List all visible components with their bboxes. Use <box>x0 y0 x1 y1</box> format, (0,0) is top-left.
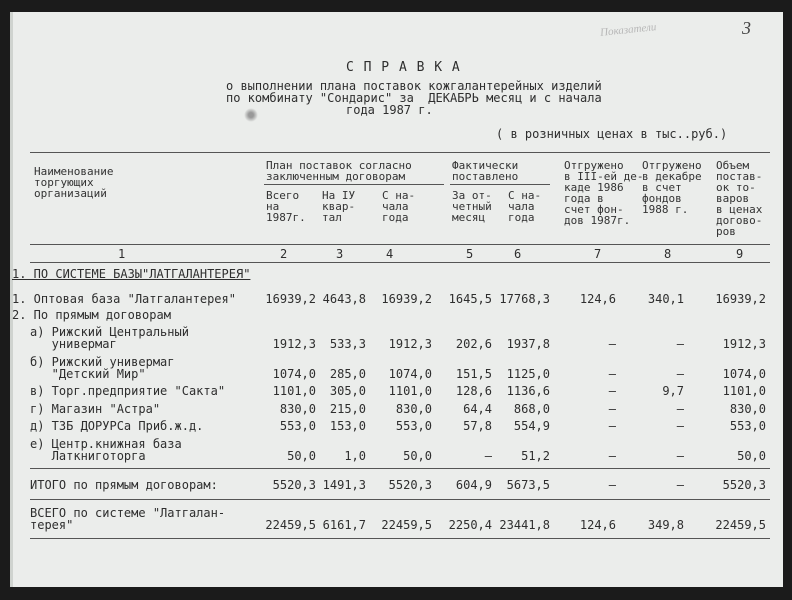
table-bottom-rule <box>30 538 770 539</box>
cell-fact-month: 64,4 <box>463 402 492 416</box>
section-title: 1. ПО СИСТЕМЕ БАЗЫ"ЛАТГАЛАНТЕРЕЯ" <box>12 267 251 281</box>
price-note: ( в розничных ценах в тыс..руб.) <box>496 127 728 141</box>
cell-fact-ytd: 868,0 <box>513 402 550 416</box>
cell-fact-month: 151,5 <box>455 367 492 381</box>
cell-plan-total: 5520,3 <box>272 478 316 492</box>
cell-plan-ytd: 1074,0 <box>388 367 432 381</box>
faded-stamp: Показатели <box>599 21 657 39</box>
cell-shipped-dec: – <box>676 337 684 351</box>
colnum-rule <box>30 262 770 263</box>
header-plan-ytd: С на- чала года <box>382 189 416 224</box>
header-org: Наименование торгующих организаций <box>34 165 114 200</box>
cell-fact-ytd: 5673,5 <box>506 478 550 492</box>
cell-plan-ytd: 50,0 <box>403 449 432 463</box>
row-name: 1. Оптовая база "Латгалантерея" <box>12 292 236 306</box>
header-plan-q4: На IУ квар- тал <box>322 189 356 224</box>
colnum-1: 1 <box>118 247 126 261</box>
cell-volume: 16939,2 <box>715 292 766 306</box>
cell-plan-total: 16939,2 <box>265 292 316 306</box>
cell-shipped-dec3: 124,6 <box>579 292 616 306</box>
subtitle-line-3: года 1987 г. <box>346 103 433 117</box>
cell-plan-total: 553,0 <box>279 419 316 433</box>
cell-shipped-dec3: – <box>608 402 616 416</box>
header-shipped-dec3: Отгружено в III-ей де- каде 1986 года в счет фон- дов 1987г. <box>564 159 644 227</box>
cell-shipped-dec: 9,7 <box>662 384 684 398</box>
colnum-2: 2 <box>280 247 288 261</box>
cell-fact-ytd: 17768,3 <box>499 292 550 306</box>
cell-fact-month: 202,6 <box>455 337 492 351</box>
cell-shipped-dec3: – <box>608 478 616 492</box>
cell-fact-month: 604,9 <box>455 478 492 492</box>
cell-shipped-dec: – <box>676 478 684 492</box>
colnum-4: 4 <box>386 247 394 261</box>
cell-shipped-dec3: – <box>608 419 616 433</box>
colnum-3: 3 <box>336 247 344 261</box>
cell-shipped-dec: – <box>676 367 684 381</box>
cell-volume: 1912,3 <box>722 337 766 351</box>
cell-shipped-dec: – <box>676 402 684 416</box>
row-name: е) Центр.книжная база Латкниготорга <box>30 437 182 463</box>
cell-plan-total: 1101,0 <box>272 384 316 398</box>
row-name: г) Магазин "Астра" <box>30 402 161 416</box>
cell-shipped-dec3: – <box>608 337 616 351</box>
cell-plan-total: 22459,5 <box>265 518 316 532</box>
cell-fact-ytd: 1136,6 <box>506 384 550 398</box>
cell-plan-total: 1074,0 <box>272 367 316 381</box>
header-top-rule <box>30 152 770 153</box>
row-name: 2. По прямым договорам <box>12 308 171 322</box>
header-shipped-dec: Отгружено в декабре в счет фондов 1988 г. <box>642 159 702 216</box>
cell-plan-total: 830,0 <box>279 402 316 416</box>
fact-group-underline <box>450 184 550 185</box>
cell-plan-q4: 305,0 <box>329 384 366 398</box>
cell-fact-month: 128,6 <box>455 384 492 398</box>
cell-volume: 830,0 <box>729 402 766 416</box>
header-bottom-rule <box>30 244 770 245</box>
cell-plan-ytd: 830,0 <box>395 402 432 416</box>
cell-shipped-dec3: 124,6 <box>579 518 616 532</box>
colnum-7: 7 <box>594 247 602 261</box>
cell-fact-month: – <box>484 449 492 463</box>
subtitle-line-2: по комбинату "Сондарис" за ДЕКАБРЬ месяц и с начала <box>226 91 602 105</box>
cell-fact-month: 2250,4 <box>448 518 492 532</box>
cell-shipped-dec: 349,8 <box>647 518 684 532</box>
cell-shipped-dec3: – <box>608 384 616 398</box>
cell-plan-q4: 1,0 <box>344 449 366 463</box>
cell-fact-month: 57,8 <box>463 419 492 433</box>
row-name: а) Рижский Центральный универмаг <box>30 325 189 351</box>
cell-plan-q4: 6161,7 <box>322 518 366 532</box>
header-plan-total: Всего на 1987г. <box>266 189 306 224</box>
cell-fact-month: 1645,5 <box>448 292 492 306</box>
header-fact-group: Фактически поставлено <box>452 159 519 183</box>
cell-volume: 553,0 <box>729 419 766 433</box>
cell-volume: 50,0 <box>737 449 766 463</box>
cell-plan-q4: 285,0 <box>329 367 366 381</box>
cell-shipped-dec3: – <box>608 367 616 381</box>
cell-volume: 5520,3 <box>722 478 766 492</box>
colnum-8: 8 <box>664 247 672 261</box>
cell-plan-total: 1912,3 <box>272 337 316 351</box>
header-volume: Объем постав- ок то- варов в ценах догово- ров <box>716 159 763 238</box>
plan-group-underline <box>264 184 444 185</box>
cell-shipped-dec3: – <box>608 449 616 463</box>
cell-plan-q4: 153,0 <box>329 419 366 433</box>
colnum-5: 5 <box>466 247 474 261</box>
cell-plan-q4: 533,3 <box>329 337 366 351</box>
doc-title: С П Р А В К А <box>346 60 461 75</box>
cell-plan-ytd: 22459,5 <box>381 518 432 532</box>
subtitle-line-1: о выполнении плана поставок кожгалантерейных изделий <box>226 79 602 93</box>
row-name: в) Торг.предприятие "Сакта" <box>30 384 226 398</box>
cell-plan-ytd: 1912,3 <box>388 337 432 351</box>
page-number: 3 <box>742 18 751 38</box>
row-name: ИТОГО по прямым договорам: <box>30 478 218 492</box>
cell-plan-q4: 4643,8 <box>322 292 366 306</box>
cell-fact-ytd: 1125,0 <box>506 367 550 381</box>
row-name: ВСЕГО по системе "Латгалан- терея" <box>30 506 226 532</box>
total-direct-rule <box>30 468 770 469</box>
cell-plan-total: 50,0 <box>287 449 316 463</box>
cell-shipped-dec: – <box>676 419 684 433</box>
cell-plan-q4: 215,0 <box>329 402 366 416</box>
colnum-9: 9 <box>736 247 744 261</box>
cell-plan-ytd: 5520,3 <box>388 478 432 492</box>
cell-volume: 22459,5 <box>715 518 766 532</box>
cell-plan-ytd: 553,0 <box>395 419 432 433</box>
row-name: д) ТЗБ ДОРУРСа Приб.ж.д. <box>30 419 204 433</box>
header-fact-month: За от- четный месяц <box>452 189 492 224</box>
header-plan-group: План поставок согласно заключенным договорам <box>266 159 412 183</box>
row-name: б) Рижский универмаг "Детский Мир" <box>30 355 175 381</box>
colnum-6: 6 <box>514 247 522 261</box>
cell-fact-ytd: 1937,8 <box>506 337 550 351</box>
ink-blot <box>244 108 258 122</box>
cell-shipped-dec: – <box>676 449 684 463</box>
header-fact-ytd: С на- чала года <box>508 189 542 224</box>
cell-volume: 1101,0 <box>722 384 766 398</box>
cell-plan-ytd: 1101,0 <box>388 384 432 398</box>
cell-shipped-dec: 340,1 <box>647 292 684 306</box>
total-system-rule <box>30 499 770 500</box>
cell-fact-ytd: 554,9 <box>513 419 550 433</box>
cell-fact-ytd: 23441,8 <box>499 518 550 532</box>
cell-volume: 1074,0 <box>722 367 766 381</box>
cell-plan-q4: 1491,3 <box>322 478 366 492</box>
cell-plan-ytd: 16939,2 <box>381 292 432 306</box>
cell-fact-ytd: 51,2 <box>521 449 550 463</box>
